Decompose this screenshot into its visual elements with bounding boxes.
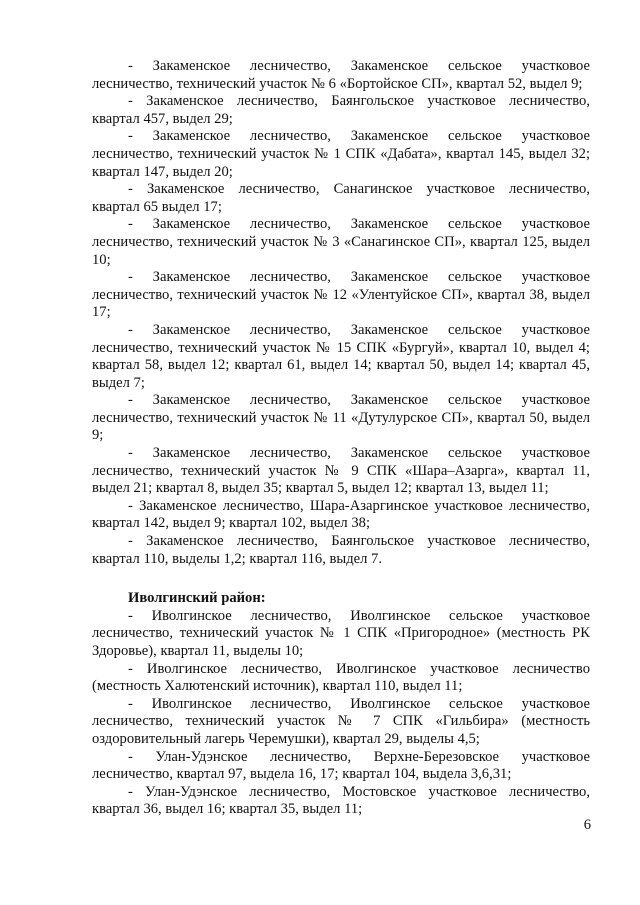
text-line: выдел 21; квартал 8, выдел 35; квартал 5, выдел 12; квартал 13, выдел 11;	[92, 480, 549, 497]
text-line: - Закаменское лесничество, Закаменское сельское участковое	[128, 392, 590, 409]
list-item	[92, 93, 590, 128]
text-line: Здоровье), квартал 11, выделы 10;	[92, 643, 304, 659]
text-line: - Закаменское лесничество, Закаменское сельское участковое	[128, 216, 590, 233]
text-line: - Закаменское лесничество, Закаменское сельское участковое	[128, 128, 590, 145]
text-line: - Иволгинское лесничество, Иволгинское сельское участковое	[128, 695, 590, 712]
text-line: лесничество, технический участок № 6 «Бортойское СП», квартал 52, выдел 9;	[92, 75, 583, 92]
list-item	[92, 128, 590, 181]
ivolginsky-list	[92, 608, 590, 819]
text-line: квартал 65 выдел 17;	[92, 198, 222, 215]
list-item	[92, 445, 590, 498]
text-line: - Закаменское лесничество, Закаменское сельское участковое	[128, 445, 590, 462]
list-item	[92, 269, 590, 322]
text-line: лесничество, технический участок № 15 СПК «Бургуй», квартал 10, выдел 4;	[92, 339, 590, 356]
text-line: - Закаменское лесничество, Закаменское сельское участковое	[128, 58, 590, 74]
text-line: квартал 110, выделы 1,2; квартал 116, выдел 7.	[92, 550, 382, 567]
text-line: лесничество, технический участок № 1 СПК «Пригородное» (местность РК	[92, 625, 590, 642]
list-item	[92, 608, 590, 661]
text-line: - Закаменское лесничество, Закаменское сельское участковое	[128, 321, 590, 338]
page-number: 6	[583, 817, 591, 833]
text-line: лесничество, технический участок № 1 СПК «Дабата», квартал 145, выдел 32;	[92, 145, 590, 162]
text-line: - Закаменское лесничество, Закаменское сельское участковое	[128, 269, 590, 286]
section-gap	[92, 568, 590, 590]
list-item	[92, 533, 590, 568]
text-line: лесничество, технический участок № 11 «Дутулурское СП», квартал 50, выдел	[92, 409, 590, 426]
text-line: лесничество, технический участок № 3 «Санагинское СП», квартал 125, выдел	[92, 233, 590, 250]
text-line: 10;	[92, 251, 111, 268]
text-line: лесничество, квартал 97, выдела 16, 17; квартал 104, выдела 3,6,31;	[92, 766, 512, 783]
list-item	[92, 58, 590, 93]
text-line: квартал 457, выдел 29;	[92, 110, 233, 127]
document-body	[92, 58, 590, 819]
text-line: - Закаменское лесничество, Баянгольское участковое лесничество,	[128, 533, 590, 550]
list-item	[92, 392, 590, 445]
list-item	[92, 181, 590, 216]
text-line: квартал 58, выдел 12; квартал 61, выдел 14; квартал 50, выдел 14; квартал 45,	[92, 357, 590, 374]
text-line: выдел 7;	[92, 374, 145, 391]
text-line: - Улан-Удэнское лесничество, Мостовское участковое лесничество,	[128, 783, 590, 800]
text-line: квартал 147, выдел 20;	[92, 163, 233, 180]
text-line: - Иволгинское лесничество, Иволгинское сельское участковое	[128, 607, 590, 624]
text-line: квартал 142, выдел 9; квартал 102, выдел 38;	[92, 515, 371, 532]
text-line: 17;	[92, 304, 111, 321]
list-item	[92, 749, 590, 784]
list-item	[92, 696, 590, 749]
text-line: лесничество, технический участок № 12 «Улентуйское СП», квартал 38, выдел	[92, 286, 590, 303]
list-item	[92, 322, 590, 392]
text-line: - Закаменское лесничество, Шара-Азаргинское участковое лесничество,	[128, 497, 590, 514]
list-item	[92, 661, 590, 696]
section-heading: Иволгинский район:	[128, 590, 266, 607]
list-item	[92, 216, 590, 269]
list-item	[92, 498, 590, 533]
text-line: - Улан-Удэнское лесничество, Верхне-Березовское участковое	[128, 748, 590, 765]
text-line: - Закаменское лесничество, Санагинское участковое лесничество,	[128, 181, 590, 198]
text-line: оздоровительный лагерь Черемушки), квартал 29, выделы 4,5;	[92, 730, 480, 747]
zakamensky-list	[92, 58, 590, 568]
text-line: лесничество, технический участок № 9 СПК «Шара–Азарга», квартал 11,	[92, 462, 590, 479]
text-line: 9;	[92, 427, 104, 444]
text-line: лесничество, технический участок № 7 СПК «Гильбира» (местность	[92, 713, 590, 730]
text-line: (местность Халютенский источник), квартал 110, выдел 11;	[92, 678, 463, 695]
text-line: - Иволгинское лесничество, Иволгинское участковое лесничество	[128, 660, 590, 677]
text-line: - Закаменское лесничество, Баянгольское участковое лесничество,	[128, 93, 590, 110]
list-item	[92, 784, 590, 819]
text-line: квартал 36, выдел 16; квартал 35, выдел 11;	[92, 801, 363, 818]
